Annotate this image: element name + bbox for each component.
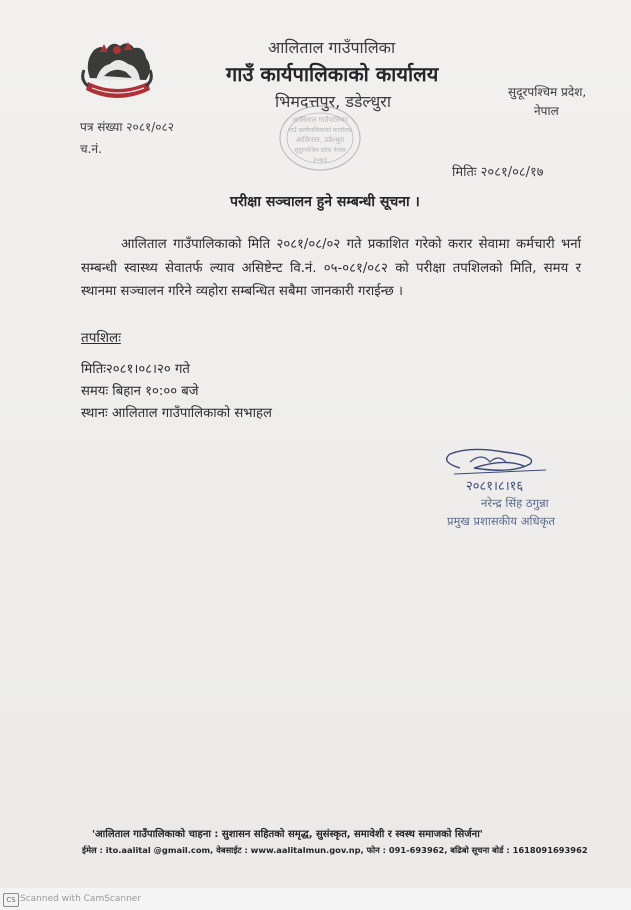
camscanner-logo: CS (3, 893, 19, 907)
office-stamp (270, 100, 370, 176)
nepal-emblem-icon (78, 36, 156, 108)
municipality-name: आलिताल गाउँपालिका (268, 38, 396, 57)
stamp-line-3: आलिताल, डडेल्धुरा (295, 136, 345, 144)
letter-date: मितिः २०८१/०८/१७ (452, 165, 544, 180)
exam-time: समयः बिहान १०:०० बजे (81, 384, 199, 399)
handwritten-signature (434, 444, 584, 496)
stamp-line-4: सुदूरपश्चिम प्रदेश नेपाल (294, 147, 346, 154)
reference-number: पत्र संख्या २०८१/०८२ (80, 120, 174, 134)
country-name: नेपाल (534, 104, 559, 118)
notice-body: आलिताल गाउँपालिकाको मिति २०८१/०८/०२ गते प्रकाशित गरेको करार सेवामा कर्मचारी भर्ना सम्बन्धी स्वास्थ्य सेवातर्फ ल्याव असिष्टेन्ट वि.नं. ०५-०८१/०८२ को परीक्षा तपशिलको मिति, समय र स्थानमा सञ्चालन गरिने व्यहोरा सम्बन्धित सबैमा जानकारी गराईन्छ । (81, 237, 581, 300)
notice-subject: परीक्षा सञ्चालन हुने सम्बन्धी सूचना । (230, 194, 420, 210)
signatory-name: नरेन्द्र सिंह ठगुन्ना (481, 496, 549, 510)
signatory-title: प्रमुख प्रशासकीय अधिकृत (447, 514, 555, 528)
dispatch-number: च.नं. (80, 142, 102, 156)
stamp-line-2: गाउँ कार्यपालिकाको कार्यालय (288, 127, 352, 134)
exam-date: मितिः२०८१।०८।२० गते (81, 362, 190, 377)
office-address: भिमदत्तपुर, डडेल्धुरा (275, 92, 391, 111)
details-heading: तपशिलः (81, 330, 121, 346)
province-name: सुदूरपश्चिम प्रदेश, (508, 85, 587, 99)
stamp-line-5: २०७३ (312, 156, 328, 164)
camscanner-watermark: Scanned with CamScanner (20, 894, 142, 904)
footer-motto: 'आलिताल गाउँपालिकाको चाहना : सुशासन सहितको समृद्ध, सुसंस्कृत, समावेशी र स्वस्थ समाजको सिर्जना' (92, 829, 483, 840)
stamp-line-1: आलिताल गाउँपालिका (292, 116, 348, 124)
footer-contact: ईमेल : ito.aalital @gmail.com, वेबसाईट : www.aalitalmun.gov.np, फोन : 091-693962, बढिबो सूचना बोर्ड : 1618091693962 (82, 845, 588, 855)
signature-date: २०८१।८।१६ (466, 479, 524, 494)
office-name: गाउँ कार्यपालिकाको कार्यालय (226, 62, 439, 86)
exam-venue: स्थानः आलिताल गाउँपालिकाको सभाहल (81, 406, 272, 421)
